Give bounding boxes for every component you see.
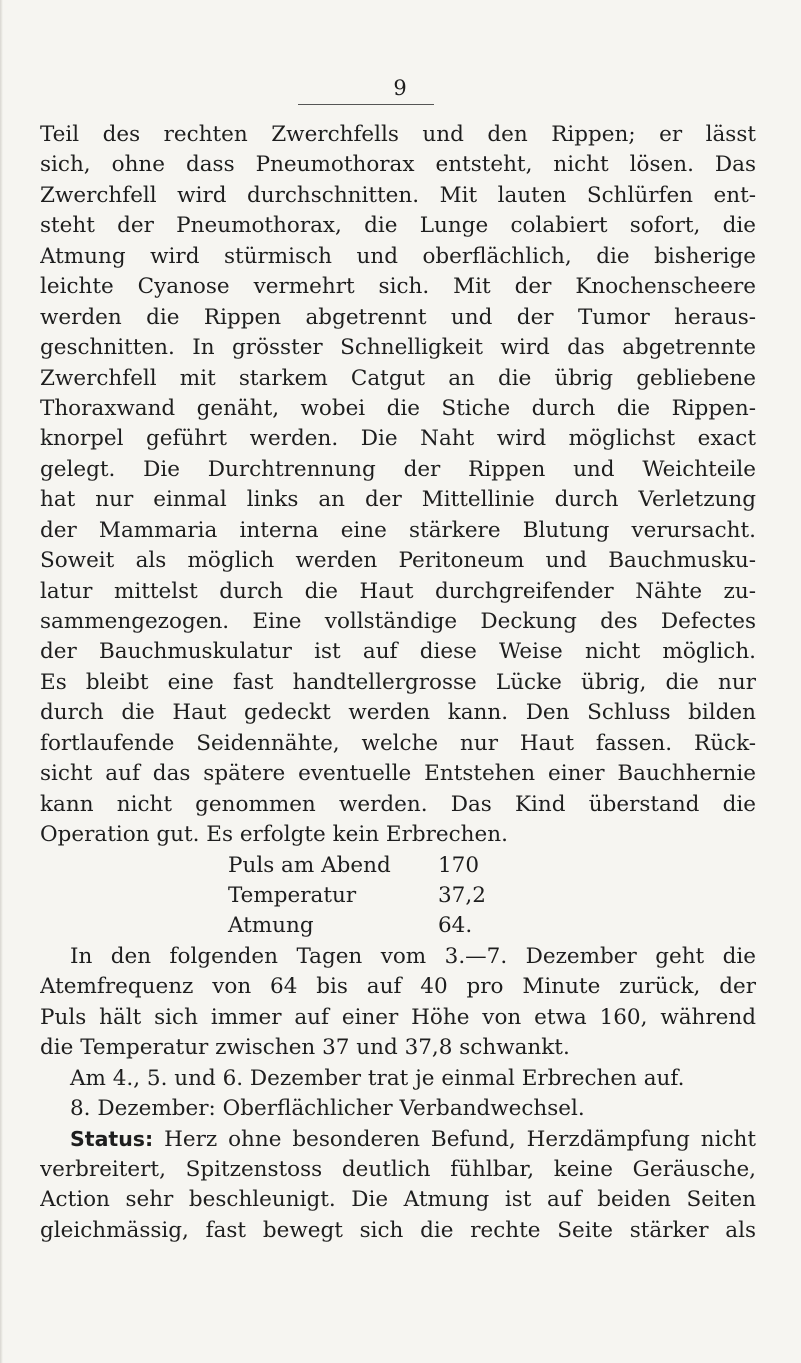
vital-label: Atmung [228, 913, 314, 939]
vital-row-pulse [40, 851, 756, 881]
page-edge [0, 0, 3, 1363]
header-rule [298, 104, 434, 105]
text-line: Es bleibt eine fast handtellergrosse Lücke übrig, die nur [40, 669, 756, 695]
text-line: sammengezogen. Eine vollständige Deckung des Defectes [40, 609, 756, 634]
text-line: steht der Pneumothorax, die Lunge colabiert sofort, die [40, 213, 756, 239]
text-line: durch die Haut gedeckt werden kann. Den Schluss bilden [40, 700, 756, 726]
text-line: gelegt. Die Durchtrennung der Rippen und Weichteile [40, 456, 756, 482]
text-line: knorpel geführt werden. Die Naht wird möglichst exact [40, 426, 756, 452]
text-line: Soweit als möglich werden Peritoneum und Bauchmusku- [40, 548, 756, 574]
vital-label: Puls am Abend [228, 852, 391, 878]
text-line: der Bauchmuskulatur ist auf diese Weise nicht möglich. [40, 639, 756, 665]
text-line: sich, ohne dass Pneumothorax entsteht, nicht lösen. Das [40, 152, 756, 178]
text-line: Atmung wird stürmisch und oberflächlich, die bisherige [40, 243, 756, 269]
text-line: Am 4., 5. und 6. Dezember trat je einmal Erbrechen auf. [70, 1065, 685, 1091]
text-line: Puls hält sich immer auf einer Höhe von etwa 160, während [40, 1004, 756, 1030]
text-line: fortlaufende Seidennähte, welche nur Haut fassen. Rück- [40, 730, 756, 756]
text-line: kann nicht genommen werden. Das Kind überstand die [40, 791, 756, 817]
vital-row-temperature [40, 881, 756, 911]
text-line: Atemfrequenz von 64 bis auf 40 pro Minute zurück, der [40, 974, 756, 1000]
vital-value: 170 [438, 852, 480, 878]
text-line: 8. Dezember: Oberflächlicher Verbandwechsel. [70, 1096, 585, 1121]
status-label: Status: [70, 1127, 154, 1152]
text-line: werden die Rippen abgetrennt und der Tumor heraus- [40, 304, 756, 330]
text-line: leichte Cyanose vermehrt sich. Mit der Knochenscheere [40, 274, 756, 300]
status-text: Herz ohne besonderen Befund, Herzdämpfung nicht [164, 1127, 756, 1153]
vital-row-respiration [40, 911, 756, 941]
status-line [40, 1124, 756, 1154]
text-line: der Mammaria interna eine stärkere Blutung verursacht. [40, 517, 756, 543]
text-line: geschnitten. In grösster Schnelligkeit wird das abgetrennte [40, 335, 756, 361]
text-line: Zwerchfell wird durchschnitten. Mit lauten Schlürfen ent- [40, 182, 756, 208]
text-line: Operation gut. Es erfolgte kein Erbrechen. [40, 822, 508, 848]
text-line: sicht auf das spätere eventuelle Entstehen einer Bauchhernie [40, 761, 756, 787]
vital-label: Temperatur [228, 882, 357, 908]
text-line: Zwerchfell mit starkem Catgut an die übrig gebliebene [40, 365, 756, 391]
vital-value: 64. [438, 913, 473, 939]
text-line: gleichmässig, fast bewegt sich die rechte Seite stärker als [40, 1217, 756, 1243]
text-line: verbreitert, Spitzenstoss deutlich fühlbar, keine Geräusche, [40, 1156, 756, 1182]
text-line: Thoraxwand genäht, wobei die Stiche durch die Rippen- [40, 395, 756, 421]
text-line: die Temperatur zwischen 37 und 37,8 schwankt. [40, 1035, 570, 1061]
body-text [40, 120, 756, 1246]
page-number: 9 [393, 76, 408, 100]
text-line: latur mittelst durch die Haut durchgreifender Nähte zu- [40, 578, 756, 604]
text-line: In den folgenden Tagen vom 3.—7. Dezember geht die [70, 943, 756, 969]
vital-value: 37,2 [438, 882, 486, 908]
text-line: hat nur einmal links an der Mittellinie durch Verletzung [40, 487, 756, 513]
text-line: Action sehr beschleunigt. Die Atmung ist auf beiden Seiten [40, 1187, 756, 1213]
text-line: Teil des rechten Zwerchfells und den Rippen; er lässt [40, 122, 756, 147]
